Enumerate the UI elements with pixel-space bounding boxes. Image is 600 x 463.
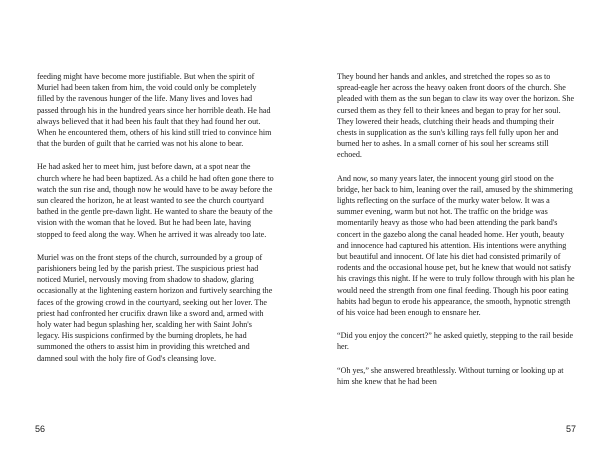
paragraph: They bound her hands and ankles, and stretched the ropes so as to spread-eagle her across the heavy oaken front doors of the church. She pleaded with them as the sun began to claw its way over the horizon. She cursed them as they fell to their knees and began to pray for her soul. They lowered their heads, clutching their heads and thumping their chests in supplication as the sun's killing rays fell fully upon her and burned her to ashes. In a small corner of his soul her screams still echoed. xyxy=(337,72,575,160)
paragraph: And now, so many years later, the innocent young girl stood on the bridge, her back to him, leaning over the rail, amused by the shimmering lights reflecting on the surface of the murky water below. It was a summer evening, warm but not hot. The traffic on the bridge was momentarily heavy as those who had been attending the park band's concert in the gazebo along the canal headed home. Her youth, beauty and innocence had captured his attention. His intentions were anything but beautiful and innocent. Of late his diet had consisted primarily of rodents and the occasional house pet, but he knew that would not satisfy his cravings this night. If he were to truly follow through with his plan he would need the strength from one final feeding. Though his poor eating habits had begun to erode his appearance, the smooth, hypnotic strength of his voice had been enough to ensnare her. xyxy=(337,173,575,318)
paragraph: Muriel was on the front steps of the church, surrounded by a group of parishioners being led by the parish priest. The suspicious priest had noticed Muriel, nervously moving from shadow to shadow, glaring occasionally at the lightening eastern horizon and furtively searching the faces of the growing crowd in the courtyard, seeking out her lover. The priest had confronted her crucifix drawn like a sword and, armed with holy water had begun splashing her, scalding her with Saint John's legacy. His suspicions confirmed by the burning droplets, he had summoned the others to assist him in providing this wretched and damned soul with the holy fire of God's cleansing love. xyxy=(37,252,273,363)
right-page xyxy=(300,0,600,463)
left-page-text-column xyxy=(37,71,274,376)
paragraph: feeding might have become more justifiable. But when the spirit of Muriel had been taken from him, the void could only be completely filled by the ravenous hunger of the life. Many lives and loves had passed through his in the hundred years since her horrible death. He had always believed that it had been his fault that they had found her out. When he encountered them, others of his kind still tried to convince him that the burden of guilt that he carried was not his alone to bear. xyxy=(37,72,272,149)
page-number: 57 xyxy=(565,424,576,434)
paragraph: He had asked her to meet him, just before dawn, at a spot near the church where he had been baptized. As a child he had often gone there to watch the sun rise and, though now he would have to be away before the sun cleared the horizon, he at least wanted to see the church courtyard bathed in the gentle pre-dawn light. He wanted to share the beauty of the vision with the woman that he loved. But he had been late, having stopped to feed along the way. When he arrived it was already too late. xyxy=(37,162,274,239)
page-number: 56 xyxy=(35,424,46,434)
paragraph: “Oh yes,” she answered breathlessly. Without turning or looking up at him she knew that he had been xyxy=(337,365,564,386)
paragraph: “Did you enjoy the concert?” he asked quietly, stepping to the rail beside her. xyxy=(337,331,574,352)
right-page-text-column xyxy=(337,71,575,399)
